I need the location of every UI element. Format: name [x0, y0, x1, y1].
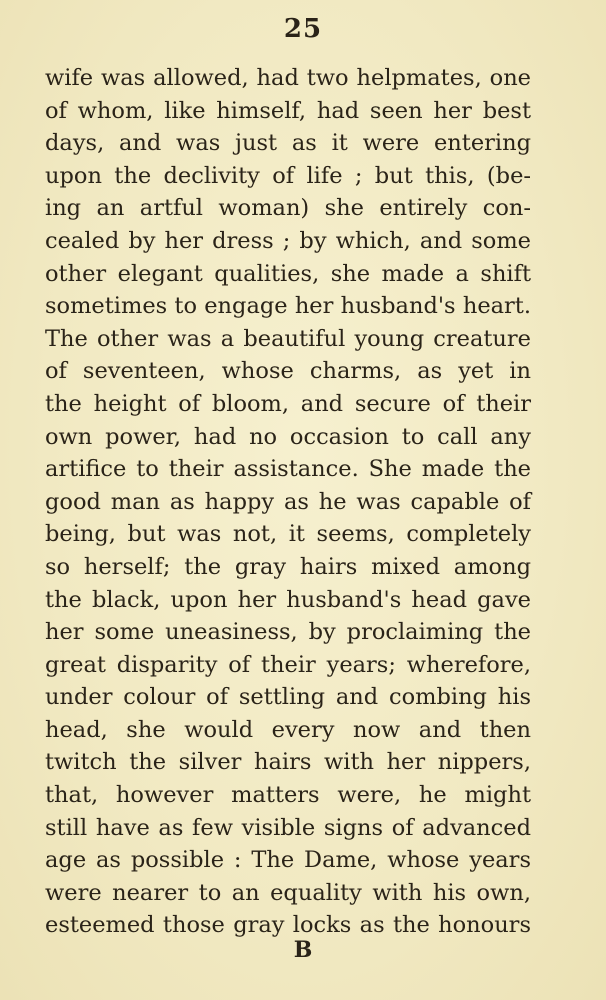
- text-line: days, and was just as it were entering: [45, 130, 531, 157]
- text-line: great disparity of their years; wherefore,: [45, 651, 531, 678]
- text-line: that, however matters were, he might: [45, 782, 531, 809]
- text-line: her some uneasiness, by proclaiming the: [45, 619, 531, 646]
- text-line: ing an artful woman) she entirely con-: [45, 195, 531, 222]
- text-line: artifice to their assistance. She made the: [45, 456, 531, 483]
- text-line: own power, had no occasion to call any: [45, 423, 531, 450]
- text-line: so herself; the gray hairs mixed among: [45, 553, 531, 580]
- body-text: [45, 62, 531, 942]
- text-line: cealed by her dress ; by which, and some: [45, 227, 531, 254]
- text-line: esteemed those gray locks as the honours: [45, 912, 531, 939]
- signature-mark: B: [293, 937, 313, 963]
- text-line: the height of bloom, and secure of their: [45, 390, 531, 417]
- text-line: upon the declivity of life ; but this, (be-: [45, 162, 531, 189]
- text-line: of whom, like himself, had seen her best: [45, 97, 531, 124]
- text-line: still have as few visible signs of advanced: [45, 814, 531, 841]
- text-line: under colour of settling and combing his: [45, 684, 531, 711]
- text-line: of seventeen, whose charms, as yet in: [45, 358, 531, 385]
- text-line: being, but was not, it seems, completely: [45, 521, 531, 548]
- text-line: head, she would every now and then: [45, 716, 531, 743]
- text-line: good man as happy as he was capable of: [45, 488, 531, 515]
- text-line: wife was allowed, had two helpmates, one: [45, 65, 531, 91]
- text-line: other elegant qualities, she made a shift: [45, 260, 531, 287]
- text-line: the black, upon her husband's head gave: [45, 586, 531, 613]
- text-line: sometimes to engage her husband's heart.: [45, 293, 531, 320]
- text-line: The other was a beautiful young creature: [45, 325, 531, 352]
- text-line: were nearer to an equality with his own,: [45, 879, 531, 906]
- text-line: age as possible : The Dame, whose years: [45, 847, 531, 874]
- text-line: twitch the silver hairs with her nippers,: [45, 749, 531, 776]
- page-number: 25: [283, 14, 323, 44]
